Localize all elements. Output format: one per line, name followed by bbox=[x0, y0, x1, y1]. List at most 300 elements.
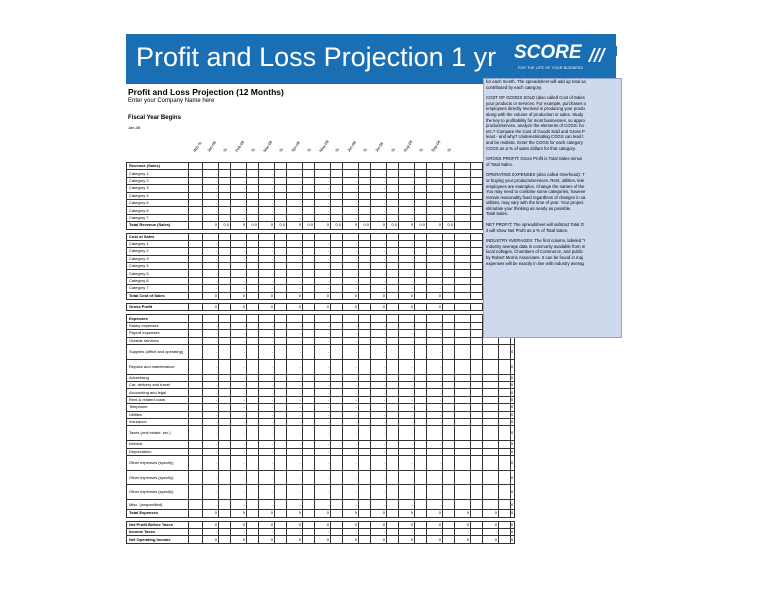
table-cell[interactable] bbox=[331, 304, 343, 311]
table-cell[interactable] bbox=[189, 322, 203, 329]
table-cell[interactable] bbox=[275, 315, 287, 322]
table-cell[interactable]: - bbox=[259, 270, 275, 277]
table-cell[interactable] bbox=[331, 381, 343, 388]
table-cell[interactable] bbox=[275, 270, 287, 277]
company-name[interactable]: Enter your Company Name here bbox=[128, 98, 215, 104]
table-cell[interactable] bbox=[443, 199, 455, 206]
table-cell[interactable]: - bbox=[371, 485, 387, 500]
table-cell[interactable] bbox=[275, 207, 287, 214]
table-cell[interactable]: - bbox=[259, 285, 275, 292]
table-cell[interactable] bbox=[247, 510, 259, 517]
table-cell[interactable] bbox=[331, 418, 343, 425]
table-cell[interactable] bbox=[455, 170, 471, 177]
table-cell[interactable]: - bbox=[343, 255, 359, 262]
table-cell[interactable] bbox=[387, 404, 399, 411]
table-cell[interactable]: - bbox=[315, 337, 331, 344]
table-cell[interactable]: 0 bbox=[259, 304, 275, 311]
table-cell[interactable] bbox=[483, 448, 499, 455]
table-cell[interactable] bbox=[387, 214, 399, 221]
table-cell[interactable]: - bbox=[315, 177, 331, 184]
table-cell[interactable]: - bbox=[427, 529, 443, 536]
table-cell[interactable] bbox=[455, 448, 471, 455]
table-cell[interactable] bbox=[247, 163, 259, 170]
table-cell[interactable] bbox=[455, 214, 471, 221]
table-cell[interactable] bbox=[189, 248, 203, 255]
table-cell[interactable] bbox=[443, 485, 455, 500]
table-cell[interactable] bbox=[443, 536, 455, 543]
table-cell[interactable] bbox=[189, 411, 203, 418]
table-cell[interactable] bbox=[331, 455, 343, 470]
table-cell[interactable]: - bbox=[343, 470, 359, 485]
table-cell[interactable]: 0 bbox=[231, 536, 247, 543]
table-cell[interactable]: - bbox=[287, 270, 303, 277]
table-cell[interactable]: - bbox=[371, 214, 387, 221]
table-cell[interactable]: 0 bbox=[287, 521, 303, 528]
table-cell[interactable]: - bbox=[343, 396, 359, 403]
table-cell[interactable]: - bbox=[315, 426, 331, 441]
table-cell[interactable] bbox=[415, 455, 427, 470]
table-cell[interactable] bbox=[455, 500, 471, 510]
table-cell[interactable]: - bbox=[287, 500, 303, 510]
table-cell[interactable] bbox=[303, 170, 315, 177]
table-cell[interactable]: - bbox=[203, 214, 219, 221]
table-cell[interactable]: 0 bbox=[315, 222, 331, 229]
table-cell[interactable] bbox=[415, 470, 427, 485]
table-cell[interactable] bbox=[443, 418, 455, 425]
table-cell[interactable] bbox=[247, 207, 259, 214]
table-cell[interactable] bbox=[331, 207, 343, 214]
table-cell[interactable]: - bbox=[343, 485, 359, 500]
table-cell[interactable] bbox=[247, 177, 259, 184]
table-cell[interactable] bbox=[499, 529, 511, 536]
table-cell[interactable]: - bbox=[259, 500, 275, 510]
table-cell[interactable] bbox=[443, 411, 455, 418]
table-cell[interactable] bbox=[443, 304, 455, 311]
table-cell[interactable] bbox=[219, 411, 231, 418]
table-cell[interactable]: - bbox=[231, 485, 247, 500]
table-cell[interactable]: - bbox=[231, 470, 247, 485]
table-cell[interactable]: 0 bbox=[231, 304, 247, 311]
table-cell[interactable]: - bbox=[399, 500, 415, 510]
table-cell[interactable] bbox=[443, 270, 455, 277]
table-cell[interactable]: - bbox=[399, 448, 415, 455]
table-cell[interactable] bbox=[331, 163, 343, 170]
table-cell[interactable] bbox=[443, 374, 455, 381]
table-cell[interactable]: - bbox=[231, 441, 247, 448]
table-cell[interactable] bbox=[331, 214, 343, 221]
table-cell[interactable]: 0 bbox=[287, 304, 303, 311]
table-cell[interactable]: - bbox=[343, 411, 359, 418]
table-cell[interactable]: - bbox=[287, 359, 303, 374]
table-cell[interactable]: - bbox=[203, 381, 219, 388]
table-cell[interactable] bbox=[359, 381, 371, 388]
table-cell[interactable] bbox=[303, 248, 315, 255]
table-cell[interactable] bbox=[387, 426, 399, 441]
table-cell[interactable]: - bbox=[371, 381, 387, 388]
table-cell[interactable] bbox=[331, 199, 343, 206]
table-cell[interactable]: - bbox=[231, 263, 247, 270]
table-cell[interactable]: 0 bbox=[371, 510, 387, 517]
table-cell[interactable]: - bbox=[287, 485, 303, 500]
table-cell[interactable] bbox=[471, 448, 483, 455]
table-cell[interactable] bbox=[483, 396, 499, 403]
table-cell[interactable] bbox=[371, 315, 387, 322]
table-cell[interactable] bbox=[275, 359, 287, 374]
table-cell[interactable] bbox=[443, 359, 455, 374]
table-cell[interactable] bbox=[359, 233, 371, 240]
table-cell[interactable] bbox=[443, 404, 455, 411]
table-cell[interactable]: - bbox=[259, 448, 275, 455]
table-cell[interactable] bbox=[303, 214, 315, 221]
table-cell[interactable]: - bbox=[343, 192, 359, 199]
table-cell[interactable] bbox=[331, 233, 343, 240]
table-cell[interactable]: 0 bbox=[511, 485, 515, 500]
table-cell[interactable] bbox=[219, 344, 231, 359]
table-cell[interactable] bbox=[471, 315, 483, 322]
table-cell[interactable]: - bbox=[427, 285, 443, 292]
table-cell[interactable] bbox=[471, 418, 483, 425]
table-cell[interactable] bbox=[443, 207, 455, 214]
table-cell[interactable]: - bbox=[399, 344, 415, 359]
table-cell[interactable] bbox=[189, 177, 203, 184]
table-cell[interactable] bbox=[443, 381, 455, 388]
table-cell[interactable] bbox=[219, 170, 231, 177]
table-cell[interactable] bbox=[387, 170, 399, 177]
table-cell[interactable] bbox=[189, 510, 203, 517]
table-cell[interactable]: - bbox=[203, 426, 219, 441]
table-cell[interactable] bbox=[455, 359, 471, 374]
table-cell[interactable] bbox=[443, 163, 455, 170]
table-cell[interactable]: 0 bbox=[203, 536, 219, 543]
table-cell[interactable] bbox=[443, 277, 455, 284]
table-cell[interactable] bbox=[275, 214, 287, 221]
table-cell[interactable]: - bbox=[259, 214, 275, 221]
table-cell[interactable] bbox=[259, 163, 275, 170]
table-cell[interactable] bbox=[331, 277, 343, 284]
table-cell[interactable]: 0.0 bbox=[275, 222, 287, 229]
table-cell[interactable] bbox=[331, 426, 343, 441]
table-cell[interactable]: 0 bbox=[343, 222, 359, 229]
table-cell[interactable] bbox=[471, 536, 483, 543]
table-cell[interactable]: - bbox=[315, 277, 331, 284]
table-cell[interactable]: - bbox=[259, 322, 275, 329]
table-cell[interactable] bbox=[219, 485, 231, 500]
table-cell[interactable] bbox=[387, 263, 399, 270]
table-cell[interactable]: - bbox=[427, 485, 443, 500]
table-cell[interactable]: - bbox=[371, 448, 387, 455]
table-cell[interactable]: - bbox=[287, 263, 303, 270]
table-cell[interactable] bbox=[303, 426, 315, 441]
table-cell[interactable] bbox=[455, 485, 471, 500]
table-cell[interactable] bbox=[415, 163, 427, 170]
table-cell[interactable] bbox=[415, 277, 427, 284]
table-cell[interactable]: - bbox=[315, 344, 331, 359]
table-cell[interactable] bbox=[247, 536, 259, 543]
table-cell[interactable] bbox=[443, 389, 455, 396]
table-cell[interactable] bbox=[415, 270, 427, 277]
table-cell[interactable] bbox=[455, 304, 471, 311]
table-cell[interactable] bbox=[331, 270, 343, 277]
table-cell[interactable]: - bbox=[231, 455, 247, 470]
table-cell[interactable] bbox=[247, 192, 259, 199]
table-cell[interactable] bbox=[303, 411, 315, 418]
table-cell[interactable]: - bbox=[371, 185, 387, 192]
table-cell[interactable] bbox=[471, 170, 483, 177]
table-cell[interactable]: 0 bbox=[427, 304, 443, 311]
table-cell[interactable] bbox=[443, 185, 455, 192]
table-cell[interactable]: 0 bbox=[483, 536, 499, 543]
table-cell[interactable]: - bbox=[371, 396, 387, 403]
table-cell[interactable] bbox=[189, 185, 203, 192]
table-cell[interactable] bbox=[189, 500, 203, 510]
table-cell[interactable] bbox=[303, 344, 315, 359]
table-cell[interactable] bbox=[303, 359, 315, 374]
table-cell[interactable] bbox=[387, 199, 399, 206]
table-cell[interactable] bbox=[189, 214, 203, 221]
table-cell[interactable]: 0.0 bbox=[247, 222, 259, 229]
table-cell[interactable] bbox=[331, 170, 343, 177]
table-cell[interactable]: 0 bbox=[511, 396, 514, 402]
table-cell[interactable] bbox=[331, 330, 343, 337]
table-cell[interactable] bbox=[499, 404, 511, 411]
table-cell[interactable]: - bbox=[315, 470, 331, 485]
table-cell[interactable]: - bbox=[287, 470, 303, 485]
table-cell[interactable] bbox=[455, 411, 471, 418]
table-cell[interactable] bbox=[483, 485, 499, 500]
table-cell[interactable]: - bbox=[343, 337, 359, 344]
table-cell[interactable]: - bbox=[427, 418, 443, 425]
table-cell[interactable] bbox=[219, 470, 231, 485]
table-cell[interactable]: - bbox=[399, 529, 415, 536]
table-cell[interactable] bbox=[315, 315, 331, 322]
table-cell[interactable] bbox=[331, 177, 343, 184]
table-cell[interactable]: - bbox=[399, 185, 415, 192]
table-cell[interactable] bbox=[443, 315, 455, 322]
table-cell[interactable]: 0 bbox=[399, 292, 415, 299]
table-cell[interactable]: - bbox=[259, 485, 275, 500]
table-cell[interactable]: - bbox=[203, 448, 219, 455]
table-cell[interactable]: - bbox=[315, 448, 331, 455]
table-cell[interactable]: - bbox=[203, 207, 219, 214]
table-cell[interactable] bbox=[331, 485, 343, 500]
table-cell[interactable]: - bbox=[203, 270, 219, 277]
table-cell[interactable]: - bbox=[427, 177, 443, 184]
table-cell[interactable] bbox=[247, 455, 259, 470]
table-cell[interactable] bbox=[331, 292, 343, 299]
table-cell[interactable]: - bbox=[315, 248, 331, 255]
table-cell[interactable]: - bbox=[315, 285, 331, 292]
table-cell[interactable] bbox=[443, 170, 455, 177]
table-cell[interactable] bbox=[443, 470, 455, 485]
table-cell[interactable] bbox=[189, 485, 203, 500]
table-cell[interactable] bbox=[443, 426, 455, 441]
table-cell[interactable]: - bbox=[231, 500, 247, 510]
table-cell[interactable] bbox=[455, 270, 471, 277]
table-cell[interactable] bbox=[443, 330, 455, 337]
table-cell[interactable]: - bbox=[231, 185, 247, 192]
table-cell[interactable] bbox=[219, 263, 231, 270]
table-cell[interactable] bbox=[189, 240, 203, 247]
table-cell[interactable] bbox=[387, 470, 399, 485]
table-cell[interactable] bbox=[387, 315, 399, 322]
table-cell[interactable]: - bbox=[231, 330, 247, 337]
table-cell[interactable] bbox=[359, 500, 371, 510]
table-cell[interactable]: 0 bbox=[343, 292, 359, 299]
table-cell[interactable]: - bbox=[371, 255, 387, 262]
table-cell[interactable] bbox=[331, 374, 343, 381]
table-cell[interactable] bbox=[415, 214, 427, 221]
table-cell[interactable] bbox=[483, 441, 499, 448]
table-cell[interactable]: - bbox=[203, 285, 219, 292]
table-cell[interactable] bbox=[275, 285, 287, 292]
table-cell[interactable] bbox=[415, 404, 427, 411]
table-cell[interactable]: - bbox=[315, 359, 331, 374]
table-cell[interactable] bbox=[203, 315, 219, 322]
table-cell[interactable] bbox=[511, 337, 515, 344]
table-cell[interactable]: - bbox=[287, 255, 303, 262]
table-cell[interactable]: - bbox=[315, 404, 331, 411]
table-cell[interactable] bbox=[331, 536, 343, 543]
table-cell[interactable]: - bbox=[259, 374, 275, 381]
table-cell[interactable] bbox=[387, 411, 399, 418]
table-cell[interactable]: 0 bbox=[483, 521, 499, 528]
table-cell[interactable] bbox=[455, 441, 471, 448]
table-cell[interactable]: - bbox=[231, 170, 247, 177]
table-cell[interactable] bbox=[427, 315, 443, 322]
table-cell[interactable] bbox=[247, 255, 259, 262]
table-cell[interactable]: 0 bbox=[511, 419, 514, 425]
table-cell[interactable] bbox=[275, 177, 287, 184]
table-cell[interactable] bbox=[387, 270, 399, 277]
table-cell[interactable]: - bbox=[203, 455, 219, 470]
table-cell[interactable] bbox=[359, 330, 371, 337]
table-cell[interactable]: 0 bbox=[315, 510, 331, 517]
table-cell[interactable]: - bbox=[287, 374, 303, 381]
table-cell[interactable] bbox=[331, 510, 343, 517]
table-cell[interactable] bbox=[359, 263, 371, 270]
table-cell[interactable] bbox=[415, 285, 427, 292]
table-cell[interactable]: - bbox=[231, 359, 247, 374]
table-cell[interactable] bbox=[331, 389, 343, 396]
table-cell[interactable] bbox=[231, 163, 247, 170]
table-cell[interactable] bbox=[303, 315, 315, 322]
table-cell[interactable]: 0 bbox=[203, 510, 219, 517]
table-cell[interactable] bbox=[471, 337, 483, 344]
table-cell[interactable]: 0 bbox=[287, 510, 303, 517]
table-cell[interactable] bbox=[455, 207, 471, 214]
table-cell[interactable]: 0 bbox=[259, 521, 275, 528]
table-cell[interactable]: 0 bbox=[399, 536, 415, 543]
table-cell[interactable]: - bbox=[427, 277, 443, 284]
table-cell[interactable]: - bbox=[231, 344, 247, 359]
table-cell[interactable] bbox=[483, 337, 499, 344]
table-cell[interactable] bbox=[483, 418, 499, 425]
table-cell[interactable] bbox=[303, 185, 315, 192]
table-cell[interactable]: - bbox=[287, 277, 303, 284]
table-cell[interactable] bbox=[189, 292, 203, 299]
table-cell[interactable] bbox=[275, 418, 287, 425]
table-cell[interactable] bbox=[189, 337, 203, 344]
table-cell[interactable]: 0 bbox=[511, 455, 515, 470]
table-cell[interactable]: - bbox=[371, 248, 387, 255]
table-cell[interactable] bbox=[331, 192, 343, 199]
table-cell[interactable]: - bbox=[399, 277, 415, 284]
table-cell[interactable] bbox=[443, 529, 455, 536]
table-cell[interactable] bbox=[483, 500, 499, 510]
table-cell[interactable] bbox=[331, 255, 343, 262]
table-cell[interactable]: - bbox=[203, 248, 219, 255]
table-cell[interactable]: - bbox=[315, 418, 331, 425]
table-cell[interactable]: - bbox=[259, 389, 275, 396]
table-cell[interactable] bbox=[499, 411, 511, 418]
table-cell[interactable] bbox=[387, 285, 399, 292]
table-cell[interactable]: - bbox=[259, 529, 275, 536]
table-cell[interactable] bbox=[247, 315, 259, 322]
table-cell[interactable] bbox=[499, 448, 511, 455]
table-cell[interactable] bbox=[359, 207, 371, 214]
table-cell[interactable]: - bbox=[427, 330, 443, 337]
table-cell[interactable]: - bbox=[343, 389, 359, 396]
table-cell[interactable] bbox=[415, 337, 427, 344]
table-cell[interactable] bbox=[219, 374, 231, 381]
table-cell[interactable] bbox=[189, 359, 203, 374]
table-cell[interactable]: - bbox=[343, 177, 359, 184]
table-cell[interactable]: - bbox=[427, 255, 443, 262]
table-cell[interactable] bbox=[303, 510, 315, 517]
table-cell[interactable] bbox=[189, 389, 203, 396]
table-cell[interactable] bbox=[331, 404, 343, 411]
table-cell[interactable] bbox=[275, 292, 287, 299]
table-cell[interactable] bbox=[483, 411, 499, 418]
table-cell[interactable]: - bbox=[343, 426, 359, 441]
table-cell[interactable] bbox=[443, 448, 455, 455]
table-cell[interactable] bbox=[387, 240, 399, 247]
table-cell[interactable] bbox=[189, 304, 203, 311]
table-cell[interactable] bbox=[189, 455, 203, 470]
table-cell[interactable] bbox=[331, 470, 343, 485]
table-cell[interactable] bbox=[415, 304, 427, 311]
table-cell[interactable]: - bbox=[427, 389, 443, 396]
table-cell[interactable] bbox=[359, 240, 371, 247]
table-cell[interactable] bbox=[443, 285, 455, 292]
table-cell[interactable]: - bbox=[259, 170, 275, 177]
table-cell[interactable] bbox=[387, 292, 399, 299]
table-cell[interactable] bbox=[427, 233, 443, 240]
table-cell[interactable] bbox=[219, 330, 231, 337]
table-cell[interactable] bbox=[455, 240, 471, 247]
table-cell[interactable]: - bbox=[427, 185, 443, 192]
table-cell[interactable] bbox=[275, 441, 287, 448]
table-cell[interactable]: - bbox=[427, 441, 443, 448]
table-cell[interactable] bbox=[415, 192, 427, 199]
table-cell[interactable] bbox=[471, 177, 483, 184]
table-cell[interactable]: 0 bbox=[399, 222, 415, 229]
table-cell[interactable] bbox=[387, 192, 399, 199]
table-cell[interactable]: 0 bbox=[455, 521, 471, 528]
table-cell[interactable] bbox=[331, 285, 343, 292]
table-cell[interactable]: 0 bbox=[427, 292, 443, 299]
table-cell[interactable] bbox=[189, 199, 203, 206]
table-cell[interactable] bbox=[499, 510, 511, 517]
table-cell[interactable] bbox=[275, 396, 287, 403]
table-cell[interactable] bbox=[399, 233, 415, 240]
table-cell[interactable] bbox=[471, 207, 483, 214]
table-cell[interactable] bbox=[415, 330, 427, 337]
table-cell[interactable] bbox=[189, 277, 203, 284]
table-cell[interactable] bbox=[415, 448, 427, 455]
table-cell[interactable]: - bbox=[231, 426, 247, 441]
table-cell[interactable] bbox=[499, 455, 511, 470]
